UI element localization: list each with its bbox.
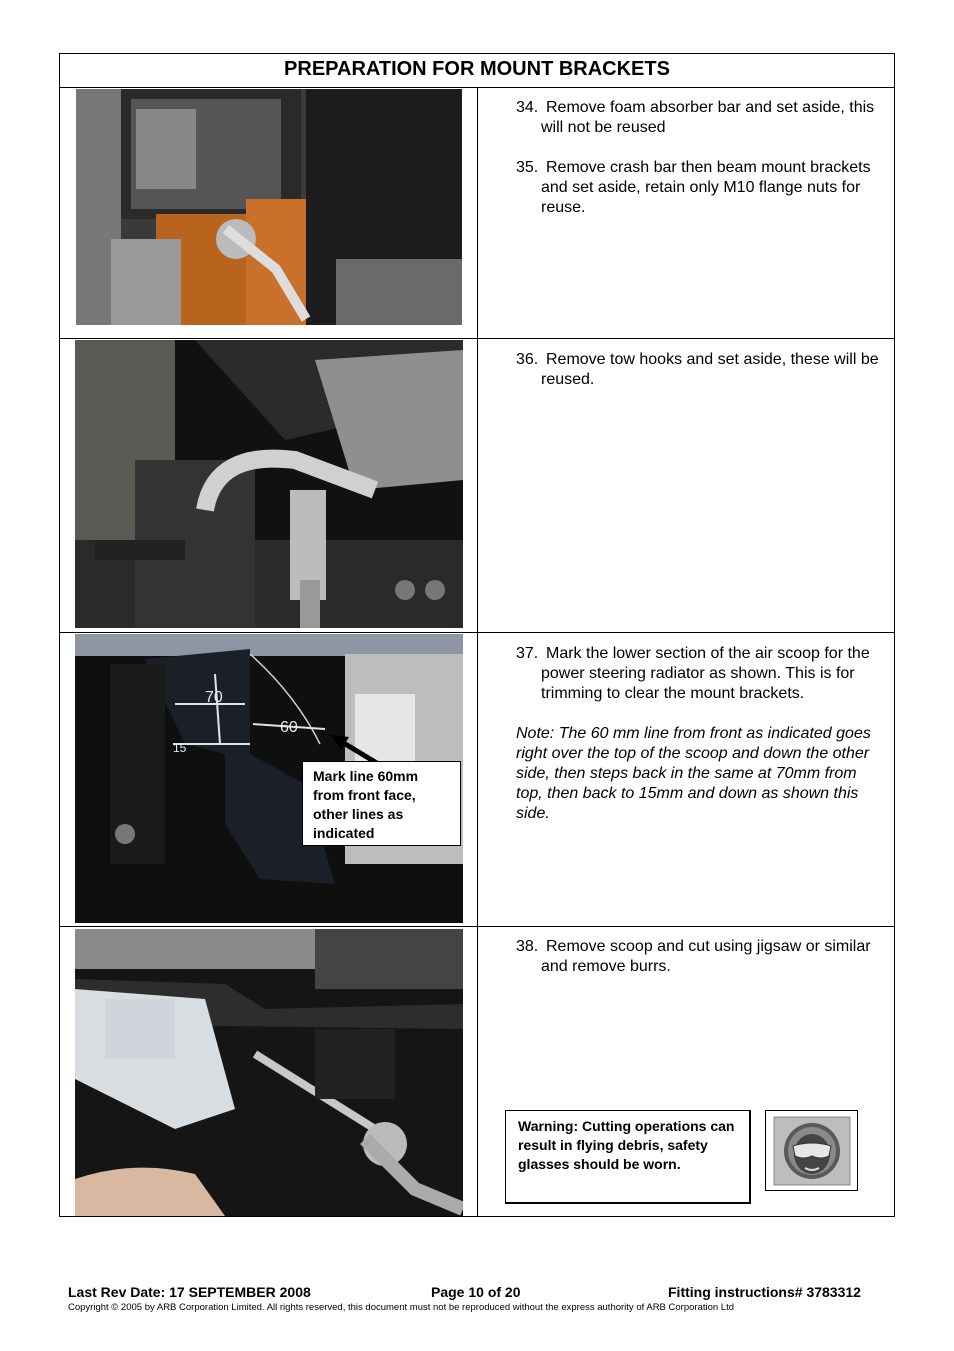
step-number: 37. <box>516 645 539 662</box>
step-text: Remove scoop and cut using jigsaw or similar and remove burrs. <box>541 938 871 975</box>
step-note: Note: The 60 mm line from front as indicated goes right over the top of the scoop and down the other side, then steps back in the same at 70mm from top, then back to 15mm and down as shown this side. <box>516 725 871 822</box>
photo-mark-70: 70 <box>205 689 223 706</box>
photo-mark-15: 15 <box>173 741 187 755</box>
step-number: 36. <box>516 351 539 368</box>
step-item <box>500 350 880 390</box>
photo-tow-hook <box>75 340 463 628</box>
photo-mark-60: 60 <box>280 719 298 736</box>
step-text: Remove foam absorber bar and set aside, this will not be reused <box>541 99 875 136</box>
step-item <box>500 644 880 704</box>
step-number: 35. <box>516 159 539 176</box>
photo-foam-absorber <box>76 89 462 325</box>
footer-copyright: Copyright © 2005 by ARB Corporation Limited. All rights reserved, this document must not be reproduced without the express authority of ARB Corporation Ltd <box>68 1302 735 1313</box>
footer-fitting-number: Fitting instructions# 3783312 <box>668 1284 861 1300</box>
step-text-block <box>500 350 880 410</box>
page-title: PREPARATION FOR MOUNT BRACKETS <box>60 54 894 88</box>
photo-remove-scoop <box>75 929 463 1216</box>
warning-box: Warning: Cutting operations can result in flying debris, safety glasses should be worn. <box>505 1110 751 1204</box>
step-item <box>500 937 880 977</box>
step-row-3 <box>60 633 894 927</box>
step-text-block <box>500 644 880 824</box>
step-text-block <box>500 98 880 238</box>
photo-callout: Mark line 60mm from front face, other lines as indicated <box>302 761 461 846</box>
step-text: Mark the lower section of the air scoop for the power steering radiator as shown. This is for trimming to clear the mount brackets. <box>541 645 870 702</box>
page-footer <box>68 1284 890 1313</box>
step-number: 34. <box>516 99 539 116</box>
safety-glasses-icon <box>765 1110 858 1191</box>
step-item <box>500 98 880 138</box>
step-item <box>500 158 880 218</box>
footer-page-number: Page 10 of 20 <box>431 1284 521 1300</box>
step-row-1 <box>60 88 894 339</box>
step-row-2 <box>60 339 894 633</box>
instruction-table <box>59 53 895 1217</box>
step-text: Remove crash bar then beam mount brackets and set aside, retain only M10 flange nuts for reuse. <box>541 159 871 216</box>
step-number: 38. <box>516 938 539 955</box>
step-text: Remove tow hooks and set aside, these will be reused. <box>541 351 879 388</box>
step-text-block <box>500 937 880 997</box>
footer-rev-date: Last Rev Date: 17 SEPTEMBER 2008 <box>68 1284 311 1300</box>
